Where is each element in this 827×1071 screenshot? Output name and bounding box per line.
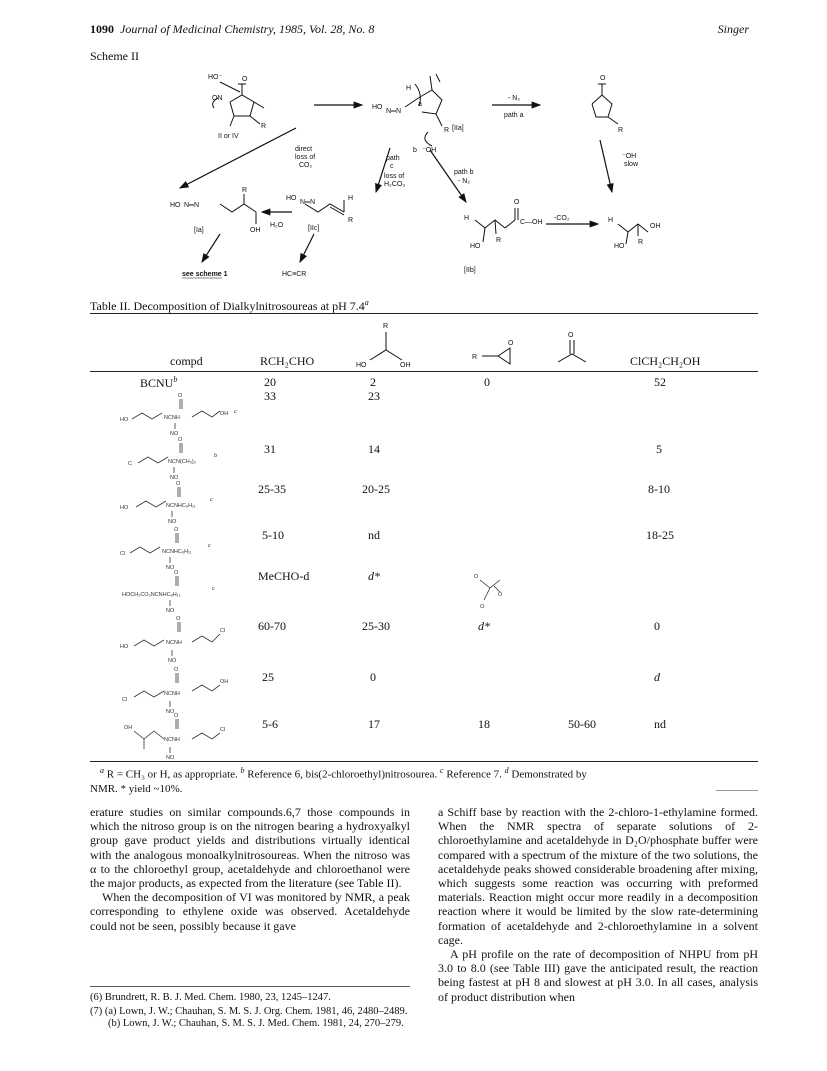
scheme-ho-nn: HO	[372, 104, 383, 111]
mol1-oh: OH	[220, 411, 229, 417]
mol4-o: O	[174, 527, 179, 533]
mol4-n: NCNHC₆H₁₁	[162, 549, 192, 555]
mol4-sup: c	[208, 543, 211, 549]
col-compd: compd	[170, 354, 203, 368]
scheme-r-iic: R	[348, 217, 354, 224]
references-rule	[90, 986, 410, 987]
mol7-cl: Cl	[122, 697, 128, 703]
row5-epox-o: O	[474, 574, 479, 580]
row1-diol-b: 23	[368, 389, 380, 403]
mol3-o: O	[176, 481, 181, 487]
scheme-o-iib: O	[514, 199, 520, 206]
fn-c-mark: c	[440, 766, 444, 775]
scheme-b: b	[413, 147, 417, 154]
row7-chloroethanol: d	[654, 670, 660, 684]
scheme-iib: [IIb]	[464, 267, 476, 274]
mol6-cl: Cl	[220, 628, 226, 634]
mol7-o: O	[174, 667, 179, 673]
mol3-n: NCNHC₆H₁₁	[166, 503, 196, 509]
mol2-o: O	[178, 437, 183, 443]
mol8-no: NO	[166, 755, 175, 761]
row7-diol: 0	[370, 670, 376, 684]
journal-citation: Journal of Medicinal Chemistry, 1985, Vol. 28, No. 8	[120, 22, 375, 36]
scheme-r-ia: R	[242, 187, 248, 194]
compound-structure-2	[124, 433, 244, 479]
scheme-ho-minus: HO⁻	[208, 74, 223, 81]
mol1-sup: c	[234, 409, 237, 415]
left-paragraph-1: erature studies on similar compounds.6,7 those compounds in which the nitroso group is on the nitrogen bearing a hydroxyalkyl group gave product yields and distributions virtually identical with the analogous monoalkylnitrosoureas. When the nitroso was α to the chloroethyl group, acetaldehyde and chloroethanol were the major products, as expected from the literature (see Table II).	[90, 805, 410, 891]
scheme-n-eq-n: N═N	[386, 108, 402, 115]
compound-structure-5	[120, 566, 240, 612]
mol2-n: NCN(CH₃)₂	[168, 459, 196, 465]
scheme-r-2: R	[444, 127, 450, 134]
row2-rch2cho: 31	[264, 442, 276, 456]
scheme-loss-of: loss of	[295, 154, 316, 161]
mol8-cl: Cl	[220, 727, 226, 733]
scheme-h-diol: H	[608, 217, 614, 224]
scheme-iia: [IIa]	[452, 125, 464, 132]
row6-epoxide: d*	[478, 619, 490, 633]
mol6-ho: HO	[120, 644, 129, 650]
table-title-footnote-mark: a	[364, 298, 369, 307]
row6-diol: 25-30	[362, 619, 390, 633]
fn-c-text: Reference 7.	[443, 768, 505, 781]
scheme-path: path	[386, 155, 400, 162]
right-paragraph-2: A pH profile on the rate of decomposition of NHPU from pH 3.0 to 8.0 (see Table III) gave the anticipated result, the reaction being fastest at pH 8 and slowest at pH 3.0. In all cases, analysis of product distribution when	[438, 947, 758, 1004]
scheme-h-1: H	[406, 85, 412, 92]
scheme-ho-iic: HO	[286, 195, 297, 202]
scheme-h-iic: H	[348, 195, 354, 202]
scheme-ho-iib: HO	[470, 243, 481, 250]
mol8-oh: OH	[124, 725, 133, 731]
row5-epox-o3: O	[480, 604, 485, 610]
row6-rch2cho: 60-70	[258, 619, 286, 633]
scheme-ho-diol: HO	[614, 243, 625, 250]
mol1-no: NO	[170, 431, 179, 435]
footnote-end-rule	[716, 790, 758, 791]
mol5-sup: c	[212, 586, 215, 592]
row2-diol: 14	[368, 442, 380, 456]
row8-epoxide: 18	[478, 717, 490, 731]
row1-compd-sup: b	[173, 375, 178, 384]
compound-structure-6	[120, 612, 240, 662]
references	[90, 986, 410, 1032]
col-ketone-o: O	[568, 332, 574, 339]
mol6-n: NCNH	[166, 640, 182, 646]
running-header-author: Singer	[717, 22, 749, 36]
scheme-h2co3: H₂CO₃	[384, 181, 406, 188]
mol4-cl: Cl	[120, 551, 126, 557]
compound-structure-8	[120, 709, 240, 761]
mol6-no: NO	[168, 658, 177, 662]
compound-structure-7	[120, 663, 240, 713]
scheme-n-eq-n-iic: N═N	[300, 199, 316, 206]
scheme-hc-cr: HC≡CR	[282, 271, 307, 278]
scheme-minus-co2: -CO₂	[554, 215, 570, 222]
scheme-o-1: O	[242, 76, 248, 83]
scheme-o-2: O	[600, 75, 606, 82]
fn-a-text: R = CH₃ or H, as appropriate.	[104, 768, 241, 781]
column-header-structures	[350, 318, 770, 370]
scheme-path-a: path a	[504, 112, 524, 119]
fn-b-text: Reference 6, bis(2-chloroethyl)nitrosourea.	[244, 768, 440, 781]
mol5-no: NO	[166, 608, 175, 612]
table-top-rule	[90, 313, 758, 314]
row3-chloroethanol: 8-10	[648, 482, 670, 496]
row5-rch2cho: MeCHO-d	[258, 569, 310, 583]
scheme-r-3: R	[618, 127, 624, 134]
scheme-h2o: H₂O	[270, 222, 284, 229]
row3-rch2cho: 25-35	[258, 482, 286, 496]
fn-d-text: Demonstrated by	[508, 768, 587, 781]
scheme-oh-slow-1: ⁻OH	[622, 153, 637, 160]
mol3-no: NO	[168, 519, 177, 523]
col-epox-o: O	[508, 340, 514, 347]
mol5-o: O	[174, 570, 179, 576]
row8-diol: 17	[368, 717, 380, 731]
reference-7: (7) (a) Lown, J. W.; Chauhan, S. M. S. J. Org. Chem. 1981, 46, 2480–2489. (b) Lown, J. W.; Chauhan, S. M. S. J. Med. Chem. 1981, 24, 270–279.	[90, 1005, 408, 1029]
row5-diol: d*	[368, 569, 380, 583]
page-number: 1090	[90, 22, 114, 36]
scheme-path-b: path b	[454, 169, 474, 176]
mol1-ncnh: NCNH	[164, 415, 180, 421]
row5-epoxide-structure	[470, 566, 510, 610]
row1-rch2cho-b: 33	[264, 389, 276, 403]
row2-chloroethanol: 5	[656, 442, 662, 456]
col-diol-oh: OH	[400, 362, 411, 369]
scheme-c: c	[390, 163, 394, 170]
mol7-n: NCNH	[164, 691, 180, 697]
row1-compd: BCNU	[140, 376, 174, 390]
scheme-n-eq-n-ia: N═N	[184, 202, 200, 209]
scheme-loss-of-2: loss of	[384, 173, 405, 180]
scheme-h-iib: H	[464, 215, 470, 222]
row1-rch2cho: 20	[264, 375, 276, 389]
compound-structure-4	[120, 523, 240, 569]
mol8-n: NCNH	[164, 737, 180, 743]
row8-rch2cho: 5-6	[262, 717, 278, 731]
compound-structure-3	[120, 477, 240, 523]
row6-chloroethanol: 0	[654, 619, 660, 633]
row1-diol: 2	[370, 375, 376, 389]
mol7-oh: OH	[220, 679, 229, 685]
scheme-ii-or-iv: II or IV	[218, 133, 239, 140]
fn-a-mark: a	[100, 766, 104, 775]
scheme-ia: [Ia]	[194, 227, 204, 234]
fn-line2: NMR. * yield ~10%.	[90, 782, 183, 795]
fn-b-mark: b	[240, 766, 245, 775]
mol2-sup: b	[214, 453, 218, 459]
row1-epoxide: 0	[484, 375, 490, 389]
col-rch2cho: RCH₂CHO	[260, 354, 315, 368]
mol3-sup: c	[210, 497, 213, 503]
scheme-see-scheme: see scheme 1	[182, 271, 228, 278]
scheme-oh-ia: OH	[250, 227, 261, 234]
table-title	[90, 298, 369, 314]
scheme-a: a	[418, 101, 422, 108]
body-column-left	[90, 805, 410, 933]
row4-rch2cho: 5-10	[262, 528, 284, 542]
mol4-no: NO	[166, 565, 175, 569]
mol2-no: NO	[170, 475, 179, 479]
mol1-o: O	[178, 393, 183, 399]
scheme-ho-ia: HO	[170, 202, 181, 209]
row1-chloroethanol: 52	[654, 375, 666, 389]
scheme-r-iib: R	[496, 237, 502, 244]
right-paragraph-1: a Schiff base by reaction with the 2-chloro-1-ethylamine formed. When the NMR spectra of separate solutions of 2-chloroethylamine and acetaldehyde in D₂O/phosphate buffer were compared with a spectrum of the mixture of the two solutions, the acetaldehyde peaks showed considerable broadening after mixing, which suggests some reaction was occurring with preformed materials. Reaction might occur more readily in a decomposition reaction where it would be limited by the slow rate-determining formation of acetaldehyde and 2-chloroethylamine in a solvent cage.	[438, 805, 758, 947]
mol6-o: O	[176, 616, 181, 622]
reaction-scheme	[90, 62, 690, 290]
scheme-label: Scheme II	[90, 49, 139, 63]
scheme-direct: direct	[295, 146, 313, 153]
mol8-o: O	[174, 713, 179, 719]
body-column-right	[438, 805, 758, 1004]
scheme-on: ON	[212, 95, 223, 102]
table-bottom-rule	[90, 761, 758, 762]
col-clch2ch2oh: ClCH₂CH₂OH	[630, 354, 701, 368]
mol3-ho: HO	[120, 505, 129, 511]
scheme-minus-n2-b: - N₂	[458, 178, 471, 185]
left-paragraph-2: When the decomposition of VI was monitored by NMR, a peak corresponding to ethylene oxide was observed. Acetaldehyde could not be seen, possibly because it gave	[90, 890, 410, 933]
scheme-r-diol: R	[638, 239, 644, 246]
row8-chloroethanol: nd	[654, 717, 666, 731]
table-title-text: Table II. Decomposition of Dialkylnitrosoureas at pH 7.4	[90, 299, 365, 313]
row3-diol: 20-25	[362, 482, 390, 496]
running-header-left	[90, 22, 374, 37]
mol2-c: C	[128, 461, 132, 467]
row7-rch2cho: 25	[262, 670, 274, 684]
col-diol-r: R	[383, 323, 389, 330]
reference-6: (6) Brundrett, R. B. J. Med. Chem. 1980, 23, 1245–1247.	[90, 992, 331, 1003]
compound-structure-1	[120, 389, 240, 435]
scheme-co2: CO₂	[299, 162, 313, 169]
scheme-c-oh: C—OH	[520, 219, 543, 226]
fn-d-mark: d	[504, 766, 509, 775]
table-footnote	[90, 764, 758, 796]
scheme-iic: [IIc]	[308, 225, 320, 232]
row5-epox-o2: O	[498, 592, 503, 598]
mol1-ho: HO	[120, 417, 129, 423]
col-epox-r: R	[472, 354, 478, 361]
table-header-rule	[90, 371, 758, 372]
scheme-minus-n2: - N₂	[508, 95, 521, 102]
mol5-n: HOCH₂CO₂NCNHC₆H₁₁	[122, 592, 181, 598]
row4-diol: nd	[368, 528, 380, 542]
col-diol-ho: HO	[356, 362, 367, 369]
mol7-no: NO	[166, 709, 175, 713]
row8-ketone: 50-60	[568, 717, 596, 731]
row4-chloroethanol: 18-25	[646, 528, 674, 542]
scheme-oh-slow-2: slow	[624, 161, 639, 168]
scheme-oh-diol: OH	[650, 223, 661, 230]
scheme-r-1: R	[261, 123, 267, 130]
scheme-oh-minus: ⁻OH	[422, 147, 437, 154]
